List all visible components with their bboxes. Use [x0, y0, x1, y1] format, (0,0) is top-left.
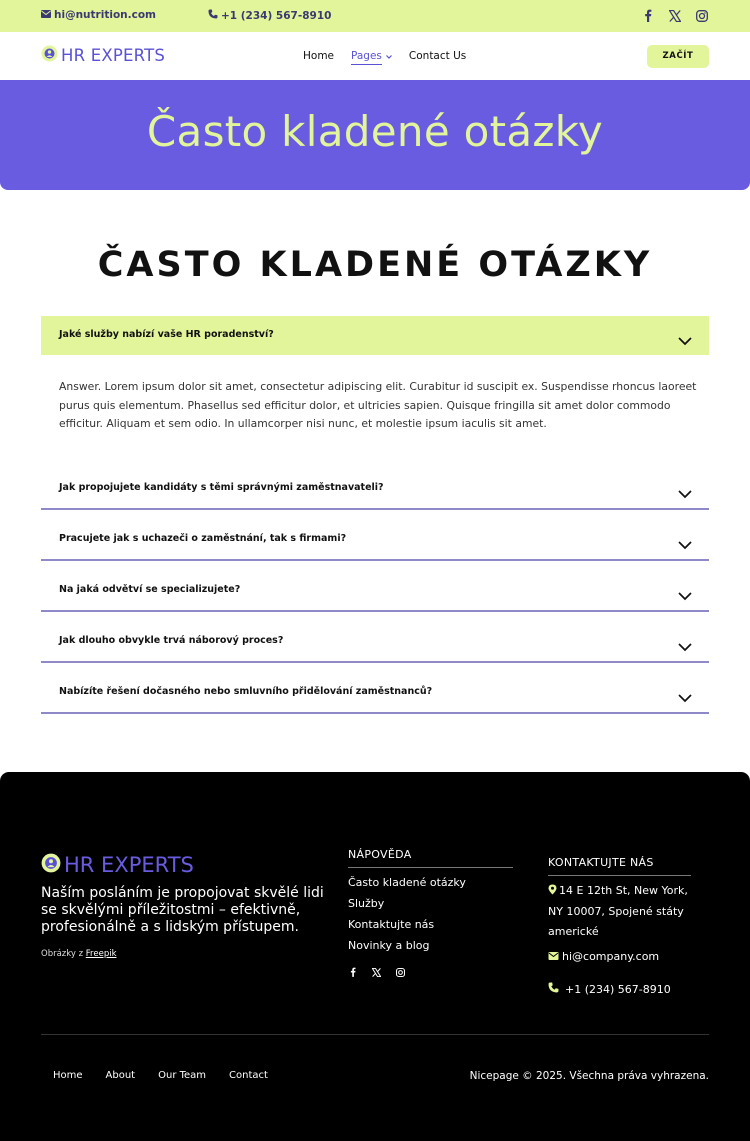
chevron-down-icon	[678, 586, 692, 596]
faq-question: Jak propojujete kandidáty s těmi správnými zaměstnavateli?	[59, 482, 384, 493]
footer-email[interactable]	[548, 950, 659, 963]
help-link-services[interactable]: Služby	[348, 897, 385, 910]
facebook-icon[interactable]	[641, 8, 655, 23]
hero-banner	[0, 80, 750, 190]
footer-socials	[348, 967, 405, 977]
topbar-email[interactable]	[41, 9, 156, 21]
faq-question: Pracujete jak s uchazeči o zaměstnání, tak s firmami?	[59, 533, 347, 544]
nav-item-contact[interactable]: Contact Us	[408, 50, 467, 62]
footer-logo[interactable]	[41, 853, 194, 877]
topbar-phone-text: +1 (234) 567-8910	[221, 9, 332, 22]
phone-icon	[208, 9, 218, 22]
topbar-phone[interactable]	[208, 9, 331, 22]
faq-item[interactable]	[41, 621, 709, 663]
footer-address	[548, 881, 698, 942]
footer-nav-home[interactable]: Home	[53, 1070, 83, 1081]
facebook-icon[interactable]	[348, 967, 357, 977]
faq-question: Jaké služby nabízí vaše HR poradenství?	[59, 329, 274, 340]
footer-logo-text: HR EXPERTS	[64, 853, 194, 877]
nav-menu	[303, 50, 483, 62]
faq-answer: Answer. Lorem ipsum dolor sit amet, consectetur adipiscing elit. Curabitur id suscipit ex. Suspendisse rhoncus laoreet purus quis elementum. Phasellus sed efficitur dolor, et ultricies sapien. Quisque fringilla sit amet dolor commodo efficitur. Aliquam et sem odio. In ullamcorper nisi nunc, et molestie ipsum iaculis sit amet.	[59, 380, 697, 431]
help-link-contact[interactable]: Kontaktujte nás	[348, 918, 435, 931]
faq-item[interactable]	[41, 519, 709, 561]
footer-nav-about[interactable]: About	[105, 1070, 136, 1081]
start-button[interactable]: ZAČÍT	[647, 45, 709, 68]
logo[interactable]	[41, 45, 165, 66]
chevron-down-icon	[678, 637, 692, 647]
nav-item-pages[interactable]	[351, 50, 392, 62]
mail-icon	[41, 9, 51, 21]
topbar-email-text: hi@nutrition.com	[54, 9, 156, 21]
footer-credit	[41, 949, 117, 959]
location-icon	[548, 882, 557, 902]
contact-heading: KONTAKTUJTE NÁS	[548, 856, 691, 876]
footer-nav-contact[interactable]: Contact	[229, 1070, 268, 1081]
logo-icon	[41, 853, 61, 877]
chevron-down-icon	[678, 688, 692, 698]
logo-icon	[41, 45, 58, 66]
logo-text: HR EXPERTS	[61, 46, 166, 65]
faq-item[interactable]	[41, 672, 709, 714]
chevron-down-icon	[386, 50, 392, 62]
faq-question: Na jaká odvětví se specializujete?	[59, 584, 241, 595]
footer-mission: Naším posláním je propojovat skvělé lidi se skvělými příležitostmi – efektivně, profesionálně a s lidským přístupem.	[41, 885, 324, 935]
credit-prefix: Obrázky z	[41, 949, 84, 959]
topbar-socials	[641, 8, 709, 23]
hero-title: Často kladené otázky	[146, 107, 604, 156]
top-bar	[0, 0, 750, 32]
chevron-down-icon	[678, 331, 692, 341]
footer-phone-text: +1 (234) 567-8910	[565, 982, 671, 996]
chevron-down-icon	[678, 484, 692, 494]
faq-item-open[interactable]	[41, 316, 709, 355]
faq-question: Jak dlouho obvykle trvá náborový proces?	[59, 635, 284, 646]
faq-section-title: ČASTO KLADENÉ OTÁZKY	[97, 245, 653, 285]
faq-item[interactable]	[41, 570, 709, 612]
faq-question: Nabízíte řešení dočasného nebo smluvního přidělování zaměstnanců?	[59, 686, 433, 697]
x-icon[interactable]	[372, 967, 381, 977]
mail-icon	[548, 950, 559, 963]
help-link-blog[interactable]: Novinky a blog	[348, 939, 430, 952]
instagram-icon[interactable]	[396, 967, 405, 977]
main-nav	[0, 32, 750, 80]
chevron-down-icon	[678, 535, 692, 545]
nav-item-pages-label: Pages	[351, 50, 382, 62]
nav-item-home[interactable]: Home	[303, 50, 335, 62]
instagram-icon[interactable]	[695, 8, 709, 23]
phone-icon	[548, 982, 559, 996]
faq-item[interactable]	[41, 468, 709, 510]
copyright: Nicepage © 2025. Všechna práva vyhrazena.	[469, 1070, 709, 1082]
help-heading: NÁPOVĚDA	[348, 848, 513, 868]
footer-nav	[53, 1070, 291, 1081]
footer-divider	[41, 1034, 709, 1035]
footer	[0, 772, 750, 1141]
help-link-faq[interactable]: Často kladené otázky	[348, 876, 466, 889]
x-icon[interactable]	[668, 8, 682, 23]
freepik-link[interactable]: Freepik	[85, 949, 117, 959]
footer-nav-team[interactable]: Our Team	[158, 1070, 207, 1081]
footer-address-text: 14 E 12th St, New York, NY 10007, Spojené státy americké	[548, 884, 688, 938]
help-links	[348, 876, 466, 960]
footer-phone[interactable]	[548, 982, 671, 996]
footer-email-text: hi@company.com	[562, 950, 660, 963]
